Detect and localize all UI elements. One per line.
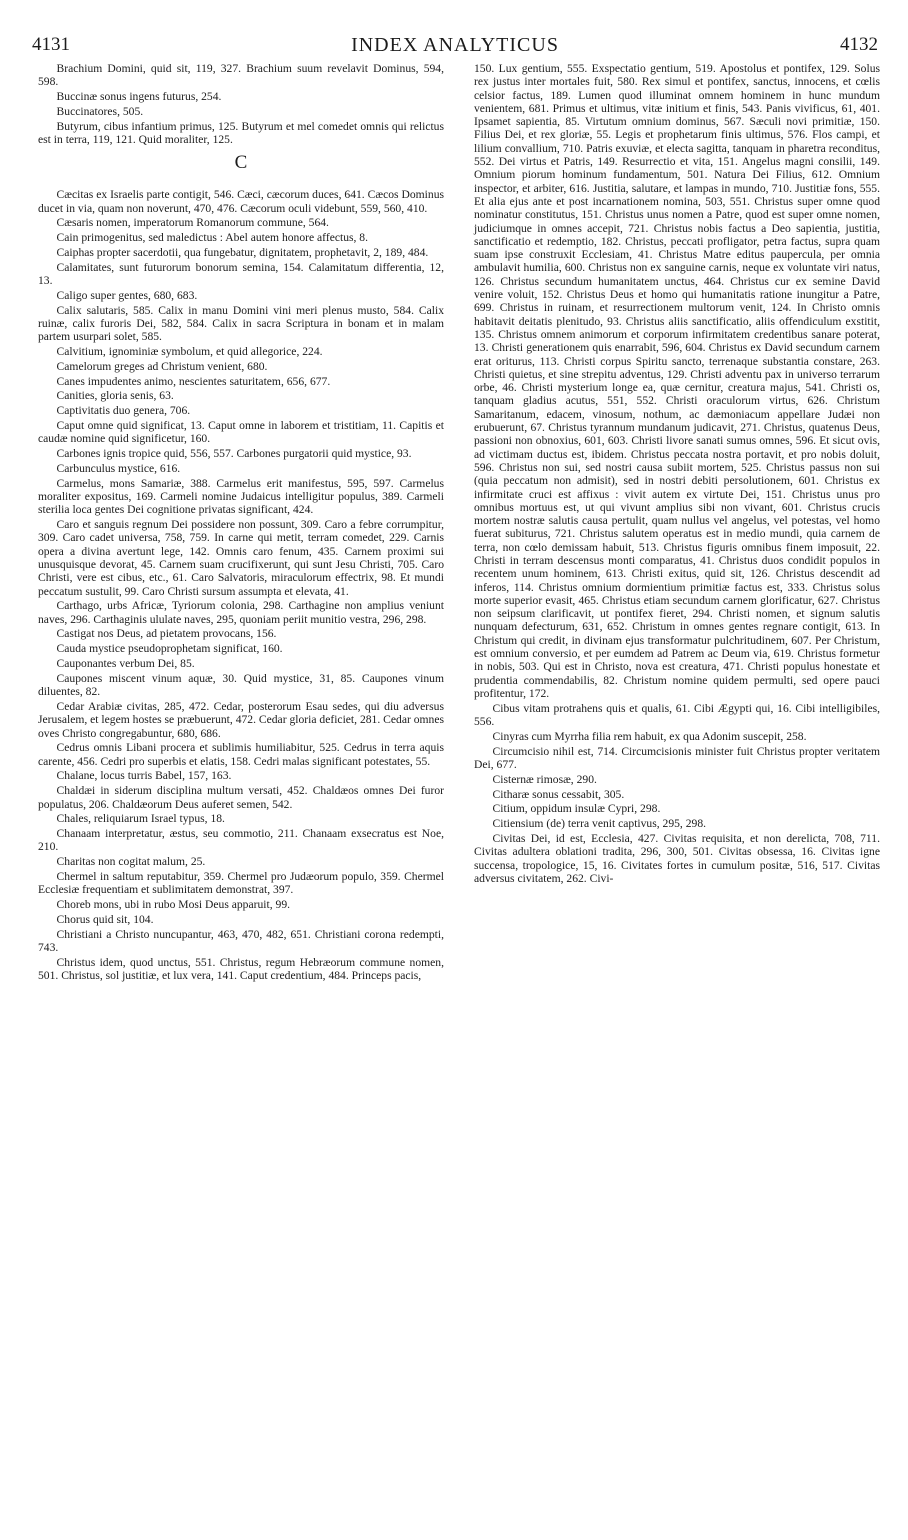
index-entry: Caupones miscent vinum aquæ, 30. Quid mystice, 31, 85. Caupones vinum diluentes, 82. xyxy=(38,671,444,699)
index-entry: Citium, oppidum insulæ Cypri, 298. xyxy=(492,802,661,816)
index-entry: Chermel in saltum reputabitur, 359. Chermel pro Judæorum populo, 359. Chermel Ecclesiæ frequentiam et sublimitatem demonstrat, 397. xyxy=(38,870,444,897)
section-letter: C xyxy=(234,152,248,174)
index-entry: Citiensium (de) terra venit captivus, 295, 298. xyxy=(492,817,707,831)
index-entry: Cedrus omnis Libani procera et sublimis humiliabitur, 525. Cedrus in terra aquis carente, 456. Cedri pro superbis et elatis, 158. Cedri malas significant potestates, 55. xyxy=(38,741,444,768)
index-entry: Cisternæ rimosæ, 290. xyxy=(492,772,597,786)
index-entry: Carmelus, mons Samariæ, 388. Carmelus erit manifestus, 595, 597. Carmelus moraliter expositus, 169. Carmeli nomine Judaicus intelligitur populus, 389. Carmeli sterilia loca gentes Dei cognitione privatas significant, 424. xyxy=(38,476,444,517)
index-entry: Christus idem, quod unctus, 551. Christus, regum Hebræorum commune nomen, 501. Christus, sol justitiæ, et lux vera, 141. Caput credentium, 484. Princeps pacis, xyxy=(38,955,444,983)
index-entry: Captivitatis duo genera, 706. xyxy=(56,404,191,418)
index-entry: Chanaam interpretatur, æstus, seu commotio, 211. Chanaam exsecratus est Noe, 210. xyxy=(38,827,444,854)
index-entry: Chales, reliquiarum Israel typus, 18. xyxy=(56,812,225,826)
index-entry: Castigat nos Deus, ad pietatem provocans, 156. xyxy=(56,627,277,641)
index-entry: Caput omne quid significat, 13. Caput omne in laborem et tristitiam, 11. Capitis et caudæ nomine quid significetur, 160. xyxy=(38,419,444,446)
index-entry: Christiani a Christo nuncupantur, 463, 470, 482, 651. Christiani corona redempti, 743. xyxy=(38,927,444,955)
index-entry: Caligo super gentes, 680, 683. xyxy=(56,288,198,302)
index-entry: Cæcitas ex Israelis parte contigit, 546. Cæci, cæcorum duces, 641. Cæcos Dominus ducet in via, quam non noverunt, 470, 476. Cæcorum oculi videbunt, 559, 560, 410. xyxy=(38,188,444,215)
index-entry: Brachium Domini, quid sit, 119, 327. Brachium suum revelavit Dominus, 594, 598. xyxy=(38,62,444,89)
index-entry: Buccinæ sonus ingens futurus, 254. xyxy=(56,90,222,104)
index-entry: Cinyras cum Myrrha filia rem habuit, ex qua Adonim suscepit, 258. xyxy=(492,729,807,743)
index-entry: Civitas Dei, id est, Ecclesia, 427. Civitas requisita, et non derelicta, 708, 711. Civitas adultera oblationi tradita, 296, 300, 501. Civitas obsessa, 16. Civitas igne succensa, tropologice, 15, 16. Civitates fortes in cumulum positæ, 516, 517. Civitas adversus civitatem, 262. Civi- xyxy=(474,831,880,885)
index-entry: Canities, gloria senis, 63. xyxy=(56,389,174,403)
index-entry: Cibus vitam protrahens quis et qualis, 61. Cibi Ægypti qui, 16. Cibi intelligibiles, 556. xyxy=(474,701,880,729)
index-entry: Camelorum greges ad Christum venient, 680. xyxy=(56,359,268,373)
index-entry: Cain primogenitus, sed maledictus : Abel autem honore affectus, 8. xyxy=(56,231,369,245)
index-entry: Canes impudentes animo, nescientes saturitatem, 656, 677. xyxy=(56,374,331,388)
index-entry: Citharæ sonus cessabit, 305. xyxy=(492,787,625,801)
index-entry: Carbones ignis tropice quid, 556, 557. Carbones purgatorii quid mystice, 93. xyxy=(56,447,412,461)
index-entry: Cedar Arabiæ civitas, 285, 472. Cedar, posterorum Esau sedes, qui diu adversus Jerusalem, et legem hostes se præbuerunt, 472. Cedar gloria deficiet, 281. Cedar omnes oves Christo congregabuntur, 680, 686. xyxy=(38,699,444,740)
index-entry: Cauda mystice pseudoprophetam significat, 160. xyxy=(56,642,283,656)
index-entry: Chorus quid sit, 104. xyxy=(56,912,154,926)
page-header xyxy=(32,34,878,60)
index-entry: Carbunculus mystice, 616. xyxy=(56,461,181,475)
index-entry: Charitas non cogitat malum, 25. xyxy=(56,855,206,869)
index-entry: Calix salutaris, 585. Calix in manu Domini vini meri plenus musto, 584. Calix ruinæ, calix furoris Dei, 582, 584. Calix in sacra Scriptura in bonam et in malam partem usurpari solet, 585. xyxy=(38,303,444,344)
index-entry: Calamitates, sunt futurorum bonorum semina, 154. Calamitatum differentia, 12, 13. xyxy=(38,260,444,288)
page-number-right: 4132 xyxy=(840,34,878,55)
index-entry: Choreb mons, ubi in rubo Mosi Deus apparuit, 99. xyxy=(56,898,291,912)
index-entry: Cæsaris nomen, imperatorum Romanorum commune, 564. xyxy=(56,216,329,230)
index-entry: Circumcisio nihil est, 714. Circumcisionis minister fuit Christus propter veritatem Dei, 677. xyxy=(474,744,880,771)
index-entry: Carthago, urbs Africæ, Tyriorum colonia, 298. Carthagine non amplius veniunt naves, 296. Carthaginis ululate naves, 295, quoniam periit munitio vestra, 296, 298. xyxy=(38,599,444,626)
entry-list xyxy=(474,62,880,885)
page-title: INDEX ANALYTICUS xyxy=(351,34,559,56)
index-entry: Butyrum, cibus infantium primus, 125. Butyrum et mel comedet omnis qui relictus est in terra, 119, 121. Quid moraliter, 125. xyxy=(38,119,444,146)
index-entry: Buccinatores, 505. xyxy=(56,104,144,118)
page-number-left: 4131 xyxy=(32,34,70,55)
entry-list xyxy=(38,188,444,982)
index-entry: Caro et sanguis regnum Dei possidere non possunt, 309. Caro a febre corrumpitur, 309. Caro cadet universa, 758, 759. In carne qui metit, terram comedet, 229. Carnis opera a divina avertunt lege, 142. Omnis caro fenum, 435. Carnem proximi sui unusquisque devorat, 45. Carnem suam crucifixerunt, qui sunt Jesu Christi, 705. Caro Christi, vere est cibus, etc., 61. Caro Salvatoris, miraculorum effectrix, 98. Et mundi peccatum sustulit, 99. Caro Christi sursum assumpta et elevata, 41. xyxy=(38,518,444,598)
right-column xyxy=(474,62,880,885)
index-entry: Cauponantes verbum Dei, 85. xyxy=(56,657,195,671)
index-entry: Chaldæi in siderum disciplina multum versati, 452. Chaldæos omnes Dei furor populatus, 206. Chaldæorum Deus auferet semen, 542. xyxy=(38,784,444,811)
index-entry: 150. Lux gentium, 555. Exspectatio gentium, 519. Apostolus et pontifex, 129. Solus rex justus inter mortales fuit, 580. Rex simul et pontifex, sanctus, innocens, et cœlis celsior factus, 189. Lumen quod illuminat omnem hominem in hunc mundum venientem, 681. Primus et ultimus, vitæ initium et finis, 543. Panis vivificus, 61, 401. Ipsamet sapientia, 85. Virtutum omnium dominus, 567. Sæculi novi primitiæ, 150. Filius Dei, et rex gloriæ, 55. Legis et prophetarum finis ultimus, 576. Flos campi, et lilium convallium, 710. Patris exuviæ, et electa sagitta, tanquam in pharetra reconditus, 552. Dei virtus et Patris, 149. Resurrectio et vita, 151. Angelus magni consilii, 149. Omnium piorum hominum fundamentum, 501. Natura Dei Filius, 612. Omnium inspector, et arbiter, 616. Justitia, salutare, et lampas in mundo, 710. Justitiæ fons, 555. Et alia ejus ante et post incarnationem nomina, 503, 551. Christus super omne quod nominatur constitutus, 151. Christus unus nomen a Patre, quod est super omne nomen, judiciumque in omnes accepit, 721. Christus nobis factus a Deo sapientia, justitia, sanctificatio et redemptio, 182. Christus, peccati profligator, petra factus, supra quam suam ipse construxit Ecclesiam, 41. Christus Matre editus pauperculа, per omnia ambulavit humilia, 600. Christus non ex sanguine carnis, neque ex voluntate viri natus, 126. Christus secundum humanitatem unctus, 464. Christus cur ex semine David venire voluit, 152. Christus Deus et homo qui humanitatis ratione inungitur a Patre, 699. Christus in ruinam, et resurrectionem multorum venit, 124. In Christo omnis habitavit deitatis plenitudo, 93. Christus aliis sanctificatio, aliis offendiculum exstitit, 135. Christus omnem animorum et corporum infirmitatem credentibus sanare poterat, 13. Christi generationem quis enarrabit, 596, 604. Christus ex David secundum carnem erat oriturus, 113. Christi corpus Spiritu sancto, terrenaque substantia constare, 263. Christi quietus, et sine strepitu adventus, 129. Christi adventu pax in universo terrarum orbe, 46. Christi mysterium longe ea, quæ cernitur, creatura majus, 541. Christi os, tanquam gladius acutus, 551, 552. Christi oraculorum virtus, 626. Christum Samaritanum, edacem, vinosum, nothum, ac dæmoniacum appellare Judæi non erubuerunt, 67. Christus tyrannum mundanum judicavit, 271. Christus, quatenus Deus, passioni non obnoxius, 601, 603. Christi livore sanati sumus omnes, 596. Et sicut ovis, ad victimam ductus est, ibidem. Christus peccata nostra portavit, et pro nobis doluit, 596. Christus non sui, sed nostri causa subiit mortem, 525. Christus passus non sui (quia peccatum non admisit), sed in nostri debiti persolutionem, 601. Christus ex infirmitate cruci est affixus : vivit autem ex virtute Dei, 151. Christus unus pro omnibus mortuus est, ut qui vivunt amplius sibi non vivant, 601. Christus crucis mortem nostræ salutis causa pertulit, quam nullus vel angelus, vel potestas, vel homo fuerat subiturus, 721. Christus salutem operatus est in medio mundi, quia carnem de terra, non cœlo demissam habuit, 513. Christus figuris omnibus finem imposuit, 22. Christi in terram descensus monti comparatus, 41. Christus duos condidit populos in recentem unum hominem, 613. Christi exitus, quid sit, 126. Christus descendit ad inferos, 114. Christus omnium dormientium primitiæ factus est, 333. Christus solus morte superior evasit, 465. Christus etiam secundum carnem glorificatur, 627. Christus non seipsum clarificavit, ut pontifex fieret, 294. Christi nomen, et signum salutis nunquam defecturum, 631, 652. Christum in omnes gentes regnare contigit, 613. In Christum qui credit, in divinam ejus transformatur pulchritudinem, 607. Per Christum, est omnium conversio, et per eumdem ad Patrem ac Deum via, 619. Christus formetur in nobis, 503. Qui est in Christo, nova est creatura, 471. Christi populus honestate et prudentia commendabilis, 82. Christum nomine quidem permulti, sed opere pauci profitentur, 172. xyxy=(474,62,880,700)
index-entry: Chalane, locus turris Babel, 157, 163. xyxy=(56,769,232,783)
index-entry: Caiphas propter sacerdotii, qua fungebatur, dignitatem, prophetavit, 2, 189, 484. xyxy=(56,245,429,259)
index-entry: Calvitium, ignominiæ symbolum, et quid allegorice, 224. xyxy=(56,345,323,359)
left-column xyxy=(38,62,444,982)
